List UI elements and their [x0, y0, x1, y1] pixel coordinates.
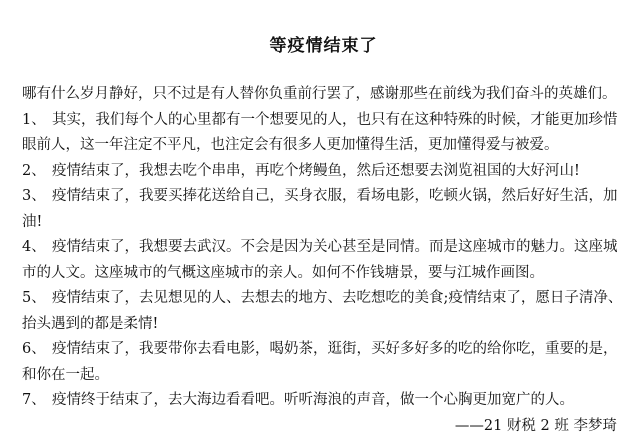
document-body — [22, 82, 625, 439]
signature: ——21 财税 2 班 李梦琦 — [454, 417, 617, 434]
item-number: 6、 — [22, 341, 46, 357]
list-item — [22, 337, 625, 388]
item-number: 2、 — [22, 162, 46, 179]
item-text: 疫情结束了，我要买捧花送给自己，买身衣服，看场电影，吃顿火锅，然后好好生活，加油! — [22, 188, 618, 230]
item-text: 疫情结束了，我要带你去看电影，喝奶茶，逛街，买好多好多的吃的给你吃，重要的是，和你在一起。 — [22, 341, 618, 383]
list-item — [22, 388, 625, 414]
item-number: 7、 — [22, 392, 46, 408]
item-text: 疫情结束了，去见想见的人、去想去的地方、去吃想吃的美食;疫情结束了，愿日子清净、抬头遇到的都是柔情! — [22, 290, 623, 332]
item-text: 疫情终于结束了，去大海边看看吧。听听海浪的声音，做一个心胸更加宽广的人。 — [52, 392, 574, 408]
intro-paragraph: 哪有什么岁月静好，只不过是有人替你负重前行罢了，感谢那些在前线为我们奋斗的英雄们。 — [22, 86, 617, 102]
item-text: 疫情结束了，我想去吃个串串，再吃个烤鳗鱼，然后还想要去浏览祖国的大好河山! — [52, 162, 580, 179]
list-item — [22, 159, 625, 185]
item-number: 1、 — [22, 111, 46, 128]
item-number: 5、 — [22, 290, 46, 306]
list-item — [22, 286, 625, 337]
item-number: 4、 — [22, 239, 46, 255]
item-text: 疫情结束了，我想要去武汉。不会是因为关心甚至是同情。而是这座城市的魅力。这座城市的人文。这座城市的气概这座城市的亲人。如何不作钱塘景，要与江城作画图。 — [22, 239, 618, 281]
list-item — [22, 235, 625, 286]
item-text: 其实，我们每个人的心里都有一个想要见的人，也只有在这种特殊的时候，才能更加珍惜眼前人，这一年注定不平凡，也注定会有很多人更加懂得生活，更加懂得爱与被爱。 — [22, 111, 618, 153]
document-title: 等疫情结束了 — [269, 36, 378, 56]
list-item — [22, 184, 625, 235]
list-item — [22, 108, 625, 159]
item-number: 3、 — [22, 188, 46, 204]
